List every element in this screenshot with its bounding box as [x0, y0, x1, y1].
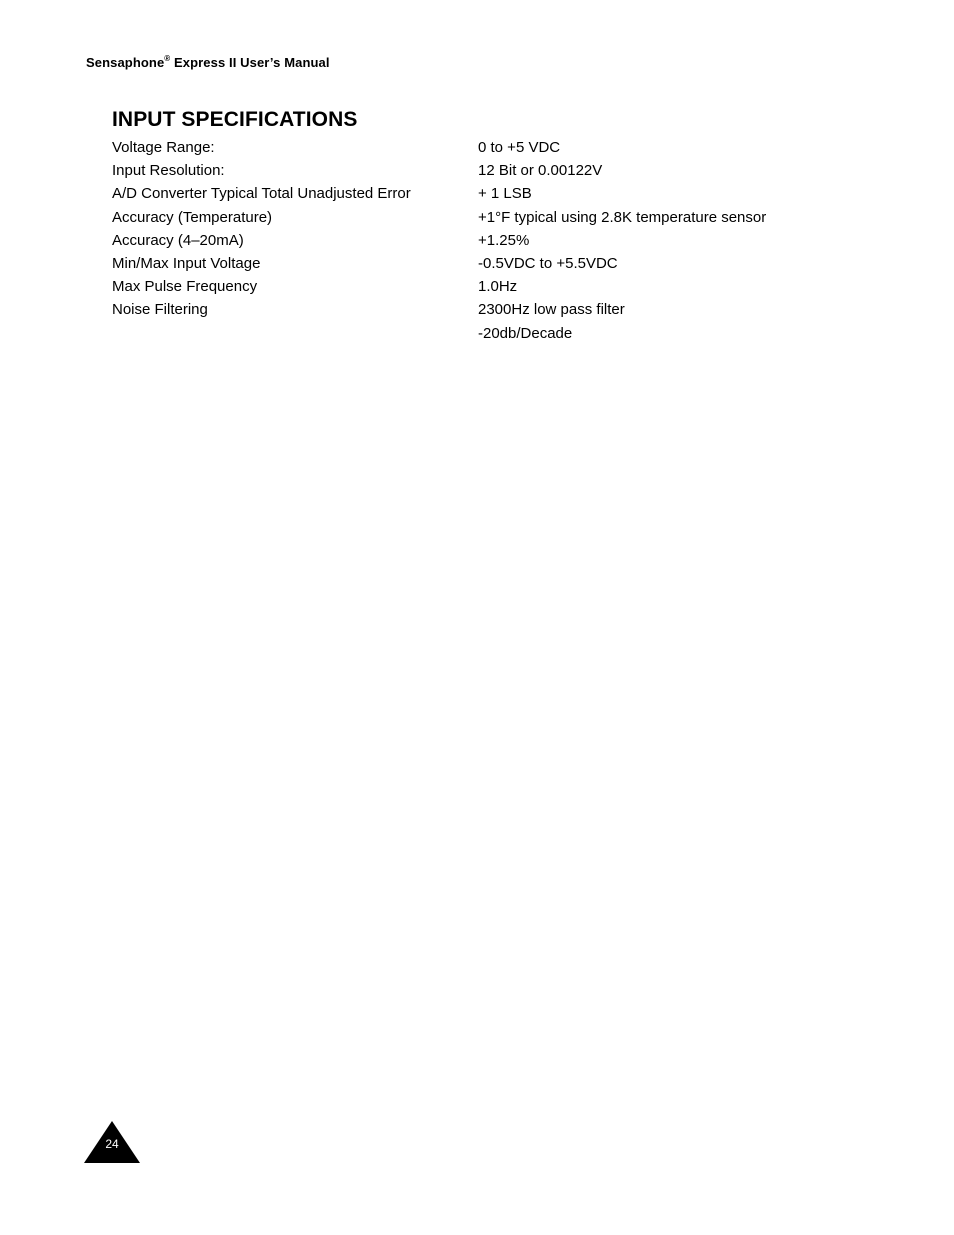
spec-label: A/D Converter Typical Total Unadjusted Error — [112, 185, 411, 203]
spec-value: 0 to +5 VDC — [478, 139, 561, 157]
spec-value: + 1 LSB — [478, 185, 532, 203]
page-number-marker — [84, 1121, 140, 1163]
spec-value: +1°F typical using 2.8K temperature sensor — [478, 208, 767, 226]
spec-value: +1.25% — [478, 231, 530, 249]
spec-label: Min/Max Input Voltage — [112, 255, 261, 273]
spec-value: 12 Bit or 0.00122V — [478, 162, 603, 180]
spec-row — [112, 298, 832, 321]
spec-label: Accuracy (4–20mA) — [112, 231, 244, 249]
spec-value: 2300Hz low pass filter — [478, 301, 625, 319]
spec-row — [112, 206, 832, 229]
spec-row — [112, 322, 832, 345]
spec-label: Voltage Range: — [112, 139, 215, 157]
page-number: 24 — [105, 1137, 119, 1151]
brand-name: Sensaphone — [86, 55, 165, 70]
running-header — [86, 55, 330, 70]
section-title: INPUT SPECIFICATIONS — [112, 108, 358, 131]
spec-label: Noise Filtering — [112, 301, 208, 319]
spec-row — [112, 252, 832, 275]
spec-label: Input Resolution: — [112, 162, 225, 180]
spec-label: Accuracy (Temperature) — [112, 208, 273, 226]
spec-row — [112, 136, 832, 159]
spec-row — [112, 229, 832, 252]
manual-title: Express II User’s Manual — [170, 55, 330, 70]
spec-value: 1.0Hz — [478, 278, 518, 296]
registered-mark: ® — [164, 54, 171, 63]
spec-row — [112, 275, 832, 298]
spec-label: Max Pulse Frequency — [112, 278, 258, 296]
spec-row — [112, 159, 832, 182]
spec-value: -20db/Decade — [478, 324, 573, 342]
spec-row — [112, 182, 832, 205]
spec-table — [112, 136, 832, 345]
spec-value: -0.5VDC to +5.5VDC — [478, 255, 618, 273]
